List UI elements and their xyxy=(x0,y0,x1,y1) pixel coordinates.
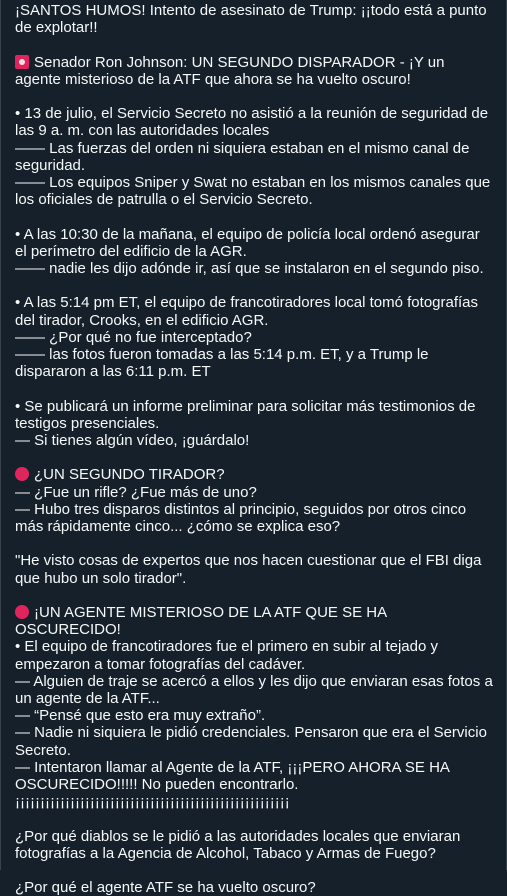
senator-paragraph xyxy=(15,54,493,88)
question2-text: ¿Por qué el agente ATF se ha vuelto oscuro? xyxy=(15,879,316,896)
block1-line: —— Las fuerzas del orden ni siquiera estaban en el mismo canal de seguridad. xyxy=(15,139,470,174)
question1-paragraph xyxy=(15,828,493,862)
tweet-title: ¡SANTOS HUMOS! Intento de asesinato de Trump: ¡¡todo está a punto de explotar!! xyxy=(15,2,487,37)
block1-paragraph xyxy=(15,105,493,208)
siren-icon xyxy=(15,55,29,69)
red-circle-icon xyxy=(15,467,29,481)
atf-agent-heading-line xyxy=(15,604,493,638)
atf-agent-heading: ¡UN AGENTE MISTERIOSO DE LA ATF QUE SE HA OSCURECIDO! xyxy=(15,603,387,639)
block2-line: —— nadie les dijo adónde ir, así que se instalaron en el segundo piso. xyxy=(15,260,484,277)
block2-paragraph xyxy=(15,226,493,278)
question1-text: ¿Por qué diablos se le pidió a las autoridades locales que enviaran fotografías a la Agencia de Alcohol, Tabaco y Armas de Fuego? xyxy=(15,827,461,862)
question2-paragraph xyxy=(15,879,493,896)
senator-text: Senador Ron Johnson: UN SEGUNDO DISPARADOR - ¡Y un agente misterioso de la ATF que ahora se ha vuelto oscuro! xyxy=(15,53,445,88)
atf-agent-line: — Intentaron llamar al Agente de la ATF, ¡¡¡PERO AHORA SE HA OSCURECIDO!!!!! No pueden encontrarlo. xyxy=(15,758,450,794)
atf-agent-line: — Alguien de traje se acercó a ellos y les dijo que enviaran esas fotos a un agente de la ATF... xyxy=(15,672,493,707)
block1-line: —— Los equipos Sniper y Swat no estaban en los mismos canales que los oficiales de patrulla o el Servicio Secreto. xyxy=(15,174,491,209)
atf-agent-line: ¡¡¡¡¡¡¡¡¡¡¡¡¡¡¡¡¡¡¡¡¡¡¡¡¡¡¡¡¡¡¡¡¡¡¡¡¡¡¡¡¡¡¡¡¡¡¡¡¡¡¡¡¡¡¡ xyxy=(15,793,290,811)
atf-agent-line: — Nadie ni siquiera le pidió credenciales. Pensaron que era el Servicio Secreto. xyxy=(15,724,487,759)
block4-line: — Si tienes algún vídeo, ¡guárdalo! xyxy=(15,432,250,449)
block3-line: —— ¿Por qué no fue interceptado? xyxy=(15,328,252,346)
second-shooter-paragraph xyxy=(15,466,493,535)
second-shooter-line: — ¿Fue un rifle? ¿Fue más de uno? xyxy=(15,483,257,501)
block1-line: • 13 de julio, el Servicio Secreto no asistió a la reunión de seguridad de las 9 a. m. con las autoridades locales xyxy=(15,105,489,140)
second-shooter-line: — Hubo tres disparos distintos al principio, seguidos por otros cinco más rápidamente cinco... ¿cómo se explica eso? xyxy=(15,500,467,535)
atf-agent-paragraph xyxy=(15,604,493,810)
block4-line: • Se publicará un informe preliminar para solicitar más testimonios de testigos presenciales. xyxy=(15,397,476,432)
atf-agent-line: • El equipo de francotiradores fue el primero en subir al tejado y empezaron a tomar fotografías del cadáver. xyxy=(15,638,438,673)
senator-line xyxy=(15,54,493,88)
second-shooter-heading: ¿UN SEGUNDO TIRADOR? xyxy=(34,466,225,484)
red-circle-icon xyxy=(15,605,29,619)
block2-line: • A las 10:30 de la mañana, el equipo de policía local ordenó asegurar el perímetro del edificio de la AGR. xyxy=(15,225,480,260)
tweet-text xyxy=(1,0,506,896)
block3-line: • A las 5:14 pm ET, el equipo de francotiradores local tomó fotografías del tirador, Crooks, en el edificio AGR. xyxy=(15,294,479,329)
quote-paragraph xyxy=(15,552,493,586)
block4-paragraph xyxy=(15,398,493,450)
second-shooter-heading-line xyxy=(15,466,493,483)
quote-text: "He visto cosas de expertos que nos hacen cuestionar que el FBI diga que hubo un solo tirador". xyxy=(15,552,482,587)
atf-agent-line: — “Pensé que esto era muy extraño”. xyxy=(15,707,266,725)
block3-line: —— las fotos fueron tomadas a las 5:14 p.m. ET, y a Trump le dispararon a las 6:11 p.m. ET xyxy=(15,346,429,381)
tweet-title-paragraph xyxy=(15,2,493,36)
block3-paragraph xyxy=(15,294,493,380)
